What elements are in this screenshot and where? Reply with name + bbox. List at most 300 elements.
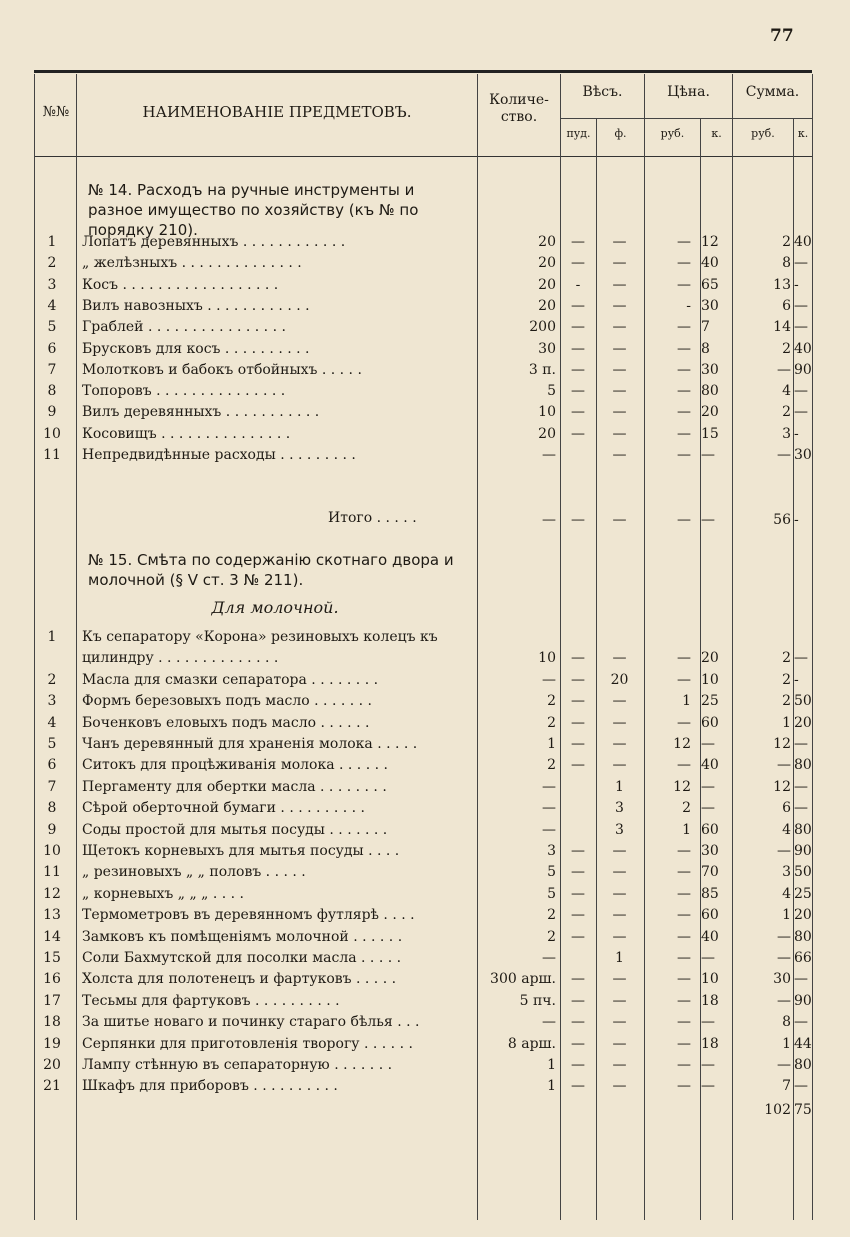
cell-kp: — bbox=[701, 800, 715, 817]
cell-rs: — bbox=[777, 757, 791, 774]
cell-rp: — bbox=[677, 714, 691, 731]
cell-p: — bbox=[571, 671, 585, 688]
header-weight-f: ф. bbox=[614, 127, 627, 140]
cell-kp: 40 bbox=[701, 928, 719, 945]
cell-q: 10 bbox=[538, 650, 556, 667]
cell-n: 3 bbox=[47, 276, 57, 293]
cell-ks: 20 bbox=[794, 907, 812, 924]
cell-kp: 30 bbox=[701, 297, 719, 314]
cell-name: „ корневыхъ „ „ „ . . . . bbox=[82, 885, 244, 902]
cell-f: — bbox=[612, 1014, 627, 1031]
cell-rp: — bbox=[677, 671, 691, 688]
cell-n: 5 bbox=[47, 319, 57, 336]
cell-rs: 4 bbox=[782, 821, 791, 838]
cell-q: — bbox=[542, 778, 556, 795]
table-row bbox=[34, 777, 812, 798]
cell-ks: 90 bbox=[794, 843, 812, 859]
total-f: — bbox=[612, 512, 627, 528]
table-row bbox=[34, 1055, 812, 1076]
cell-f: — bbox=[612, 404, 627, 421]
cell-n: 21 bbox=[43, 1078, 61, 1095]
cell-name: Топоровъ . . . . . . . . . . . . . . . bbox=[82, 383, 286, 400]
cell-rs: 12 bbox=[773, 736, 791, 752]
cell-q: 8 арш. bbox=[507, 1035, 556, 1052]
cell-kp: 80 bbox=[701, 383, 719, 400]
cell-name: Молотковъ и бабокъ отбойныхъ . . . . . bbox=[82, 361, 362, 378]
cell-kp: 60 bbox=[701, 714, 719, 731]
cell-rp: — bbox=[677, 361, 691, 378]
cell-rp: — bbox=[677, 425, 691, 442]
header-sum-rub: руб. bbox=[751, 127, 775, 140]
cell-p: — bbox=[571, 361, 585, 378]
cell-rp: — bbox=[677, 950, 691, 966]
section-14-title: № 14. Расходъ на ручные инструменты и разное имущество по хозяйству (къ № по порядку 210). bbox=[88, 181, 419, 239]
cell-rp: 2 bbox=[682, 800, 691, 817]
cell-rs: 8 bbox=[782, 1014, 791, 1031]
cell-p: — bbox=[571, 971, 585, 988]
cell-rs: 3 bbox=[782, 864, 791, 881]
cell-ks: 66 bbox=[794, 950, 812, 966]
cell-n: 8 bbox=[47, 800, 57, 817]
cell-p: — bbox=[571, 1057, 585, 1073]
cell-f: — bbox=[612, 1035, 627, 1052]
cell-name: Замковъ къ помѣщеніямъ молочной . . . . . . bbox=[82, 928, 403, 945]
cell-n: 3 bbox=[47, 693, 57, 710]
cell-f: — bbox=[612, 234, 627, 250]
cell-q: 300 арш. bbox=[490, 971, 556, 988]
table-row bbox=[34, 969, 812, 990]
cell-p: — bbox=[571, 297, 585, 314]
cell-n: 2 bbox=[47, 255, 57, 272]
cell-rs: 7 bbox=[782, 1078, 791, 1095]
table-row bbox=[34, 862, 812, 883]
cell-ks: — bbox=[794, 1014, 808, 1031]
cell-f: 3 bbox=[615, 800, 624, 817]
table-row bbox=[34, 275, 812, 296]
cell-ks: — bbox=[794, 319, 808, 336]
cell-q: 20 bbox=[538, 276, 556, 293]
cell-kp: 60 bbox=[701, 821, 719, 838]
cell-f: — bbox=[612, 885, 627, 902]
cell-rs: — bbox=[777, 843, 791, 859]
cell-ks: — bbox=[794, 383, 808, 400]
table-row bbox=[34, 339, 812, 360]
cell-q: 5 bbox=[547, 864, 556, 881]
cell-name: „ резиновыхъ „ „ половъ . . . . . bbox=[82, 864, 306, 881]
cell-kp: 40 bbox=[701, 255, 719, 272]
cell-n: 10 bbox=[43, 425, 61, 442]
cell-rp: — bbox=[677, 234, 691, 250]
cell-kp: 20 bbox=[701, 404, 719, 421]
cell-f: — bbox=[612, 255, 627, 272]
cell-f: — bbox=[612, 693, 627, 710]
cell-n: 4 bbox=[47, 297, 57, 314]
cell-kp: 25 bbox=[701, 693, 719, 710]
table-row bbox=[34, 402, 812, 423]
cell-p: — bbox=[571, 928, 585, 945]
cell-rp: — bbox=[677, 319, 691, 336]
cell-q: 2 bbox=[547, 907, 556, 924]
cell-rp: — bbox=[677, 757, 691, 774]
cell-kp: 30 bbox=[701, 843, 719, 859]
cell-ks: — bbox=[794, 800, 808, 817]
cell-f: — bbox=[612, 714, 627, 731]
cell-kp: — bbox=[701, 1014, 715, 1031]
table-row bbox=[34, 948, 812, 969]
cell-rp: — bbox=[677, 1057, 691, 1073]
cell-name: Лопатъ деревянныхъ . . . . . . . . . . . . bbox=[82, 234, 346, 250]
cell-q: 5 пч. bbox=[519, 992, 556, 1009]
cell-rp: — bbox=[677, 907, 691, 924]
cell-n: 11 bbox=[43, 864, 61, 881]
cell-ks: - bbox=[794, 425, 799, 442]
cell-n: 14 bbox=[43, 928, 61, 945]
cell-kp: 40 bbox=[701, 757, 719, 774]
cell-n: 15 bbox=[43, 950, 61, 966]
cell-rs: — bbox=[777, 1057, 791, 1073]
cell-ks: 80 bbox=[794, 757, 812, 774]
cell-f: — bbox=[612, 1078, 627, 1095]
cell-p: — bbox=[571, 714, 585, 731]
cell-kp: 15 bbox=[701, 425, 719, 442]
cell-f: — bbox=[612, 361, 627, 378]
table-row bbox=[34, 691, 812, 712]
cell-ks: 90 bbox=[794, 992, 812, 1009]
table-row bbox=[34, 841, 812, 862]
cell-name: Непредвидѣнные расходы . . . . . . . . . bbox=[82, 447, 356, 463]
cell-p: — bbox=[571, 907, 585, 924]
cell-kp: 10 bbox=[701, 671, 719, 688]
cell-name: Чанъ деревянный для храненія молока . . . . . bbox=[82, 736, 418, 752]
cell-rs: — bbox=[777, 361, 791, 378]
cell-f: 20 bbox=[610, 671, 629, 688]
table-row bbox=[34, 296, 812, 317]
cell-n: 13 bbox=[43, 907, 61, 924]
cell-rs: 8 bbox=[782, 255, 791, 272]
cell-rp: — bbox=[677, 255, 691, 272]
cell-name: цилиндру . . . . . . . . . . . . . . bbox=[82, 650, 279, 667]
cell-rs: 6 bbox=[782, 800, 791, 817]
cell-n: 9 bbox=[47, 821, 57, 838]
cell-f: 3 bbox=[615, 821, 624, 838]
table-row bbox=[34, 627, 812, 648]
cell-f: — bbox=[612, 340, 627, 357]
cell-rp: — bbox=[677, 928, 691, 945]
cell-q: 2 bbox=[547, 928, 556, 945]
cell-rs: 4 bbox=[782, 383, 791, 400]
cell-q: 3 bbox=[547, 843, 556, 859]
cell-rp: 1 bbox=[682, 821, 691, 838]
cell-name: Ситокъ для процѣживанія молока . . . . . . bbox=[82, 757, 388, 774]
cell-f: — bbox=[612, 425, 627, 442]
cell-p: — bbox=[571, 1035, 585, 1052]
cell-p: — bbox=[571, 234, 585, 250]
cell-f: — bbox=[612, 319, 627, 336]
cell-q: 10 bbox=[538, 404, 556, 421]
cell-p: — bbox=[571, 1014, 585, 1031]
cell-rp: 12 bbox=[673, 736, 691, 752]
cell-ks: 25 bbox=[794, 885, 812, 902]
cell-rp: 12 bbox=[673, 778, 691, 795]
cell-rs: 4 bbox=[782, 885, 791, 902]
cell-q: 20 bbox=[538, 234, 556, 250]
table-row bbox=[34, 317, 812, 338]
header-name: НАИМЕНОВАНІЕ ПРЕДМЕТОВЪ. bbox=[142, 103, 412, 121]
section-14-total-row bbox=[34, 510, 812, 531]
cell-n: 6 bbox=[47, 757, 57, 774]
header-price-k: к. bbox=[711, 127, 722, 140]
table-row bbox=[34, 360, 812, 381]
cell-kp: 8 bbox=[701, 340, 710, 357]
cell-n: 11 bbox=[43, 447, 61, 463]
cell-p: — bbox=[571, 650, 585, 667]
table-row bbox=[34, 1012, 812, 1033]
subheader-rule bbox=[560, 118, 812, 119]
cell-n: 8 bbox=[47, 383, 57, 400]
cell-n: 7 bbox=[47, 361, 57, 378]
cell-n: 18 bbox=[43, 1014, 61, 1031]
cell-ks: 50 bbox=[794, 864, 812, 881]
cell-p: — bbox=[571, 404, 585, 421]
cell-rs: 30 bbox=[773, 971, 791, 988]
cell-f: — bbox=[612, 992, 627, 1009]
cell-rp: - bbox=[686, 297, 691, 314]
cell-f: 1 bbox=[615, 778, 624, 795]
cell-kp: — bbox=[701, 950, 715, 966]
cell-name: Граблей . . . . . . . . . . . . . . . . bbox=[82, 319, 286, 336]
cell-name: Лампу стѣнную въ сепараторную . . . . . . . bbox=[82, 1057, 393, 1073]
cell-q: — bbox=[542, 1014, 556, 1031]
cell-kp: 70 bbox=[701, 864, 719, 881]
table-row bbox=[34, 884, 812, 905]
cell-ks: — bbox=[794, 404, 808, 421]
cell-p: — bbox=[571, 864, 585, 881]
total-qty: — bbox=[542, 512, 556, 528]
cell-rs: 2 bbox=[782, 650, 791, 667]
cell-n: 4 bbox=[47, 714, 57, 731]
cell-q: 3 п. bbox=[528, 361, 556, 378]
cell-rs: 1 bbox=[782, 714, 791, 731]
cell-p: — bbox=[571, 843, 585, 859]
cell-f: — bbox=[612, 864, 627, 881]
cell-name: Вилъ навозныхъ . . . . . . . . . . . . bbox=[82, 297, 310, 314]
header-sum-k: к. bbox=[797, 127, 809, 140]
cell-name: Щетокъ корневыхъ для мытья посуды . . . . bbox=[82, 843, 400, 859]
table-row bbox=[34, 253, 812, 274]
table-row bbox=[34, 232, 812, 253]
header-weight: Вѣсъ. bbox=[582, 84, 623, 100]
cell-q: 2 bbox=[547, 714, 556, 731]
table-row bbox=[34, 755, 812, 776]
cell-p: — bbox=[571, 383, 585, 400]
cell-ks: 80 bbox=[794, 821, 812, 838]
cell-q: 20 bbox=[538, 425, 556, 442]
cell-n: 9 bbox=[47, 404, 57, 421]
cell-q: 5 bbox=[547, 383, 556, 400]
cell-q: 20 bbox=[538, 297, 556, 314]
cell-q: — bbox=[542, 671, 556, 688]
cell-name: Вилъ деревянныхъ . . . . . . . . . . . bbox=[82, 404, 320, 421]
cell-rp: — bbox=[677, 650, 691, 667]
cell-rp: — bbox=[677, 843, 691, 859]
table-row bbox=[34, 381, 812, 402]
table-row bbox=[34, 734, 812, 755]
cell-name: „ желѣзныхъ . . . . . . . . . . . . . . bbox=[82, 255, 302, 272]
header-price: Цѣна. bbox=[667, 84, 710, 100]
cell-ks: — bbox=[794, 971, 808, 988]
cell-rp: — bbox=[677, 340, 691, 357]
cell-n: 1 bbox=[47, 629, 57, 645]
total-price-k: — bbox=[701, 512, 715, 528]
table-row bbox=[34, 820, 812, 841]
cell-ks: 50 bbox=[794, 693, 812, 710]
table-header-rule bbox=[34, 156, 812, 157]
cell-name: Тесьмы для фартуковъ . . . . . . . . . . bbox=[82, 992, 340, 1009]
cell-q: 20 bbox=[538, 255, 556, 272]
cell-n: 20 bbox=[43, 1057, 61, 1073]
cell-kp: — bbox=[701, 736, 715, 752]
cell-ks: — bbox=[794, 255, 808, 272]
cell-f: — bbox=[612, 928, 627, 945]
cell-kp: 20 bbox=[701, 650, 719, 667]
total-sum-rub: 56 bbox=[773, 512, 791, 528]
cell-n: 17 bbox=[43, 992, 61, 1009]
cell-q: 5 bbox=[547, 885, 556, 902]
cell-name: Серпянки для приготовленія творогу . . . . . . bbox=[82, 1035, 413, 1052]
table-top-rule bbox=[34, 70, 812, 73]
cell-kp: 10 bbox=[701, 971, 719, 988]
cell-name: За шитье новаго и починку стараго бѣлья . . . bbox=[82, 1014, 420, 1031]
header-num: №№ bbox=[42, 104, 70, 120]
cell-rp: — bbox=[677, 1035, 691, 1052]
cell-ks: — bbox=[794, 1078, 808, 1095]
header-price-rub: руб. bbox=[660, 127, 685, 140]
cell-rp: — bbox=[677, 1014, 691, 1031]
header-weight-pud: пуд. bbox=[566, 127, 591, 140]
cell-rs: 2 bbox=[782, 404, 791, 421]
table-row bbox=[34, 927, 812, 948]
cell-p: — bbox=[571, 693, 585, 710]
cell-ks: — bbox=[794, 297, 808, 314]
cell-name: Брусковъ для косъ . . . . . . . . . . bbox=[82, 340, 310, 357]
cell-kp: — bbox=[701, 1078, 715, 1095]
cell-kp: 18 bbox=[701, 992, 719, 1009]
cell-kp: 60 bbox=[701, 907, 719, 924]
cell-name: Шкафъ для приборовъ . . . . . . . . . . bbox=[82, 1078, 338, 1095]
cell-rp: — bbox=[677, 971, 691, 988]
cell-ks: — bbox=[794, 650, 808, 667]
cell-kp: 7 bbox=[701, 319, 710, 336]
table-row bbox=[34, 1034, 812, 1055]
cell-rs: 2 bbox=[782, 234, 791, 250]
cell-kp: 18 bbox=[701, 1035, 719, 1052]
table-row bbox=[34, 1076, 812, 1097]
cell-q: 2 bbox=[547, 693, 556, 710]
cell-p: — bbox=[571, 1078, 585, 1095]
cell-name: Косъ . . . . . . . . . . . . . . . . . . bbox=[82, 276, 279, 293]
cell-n: 7 bbox=[47, 778, 57, 795]
cell-rs: 1 bbox=[782, 907, 791, 924]
cell-q: 2 bbox=[547, 757, 556, 774]
section-15-subtitle: Для молочной. bbox=[211, 598, 339, 617]
cell-kp: 30 bbox=[701, 361, 719, 378]
cell-n: 10 bbox=[43, 843, 61, 859]
cell-ks: 40 bbox=[794, 340, 812, 357]
cell-kp: — bbox=[701, 778, 715, 795]
cell-name: Термометровъ въ деревянномъ футлярѣ . . . . bbox=[82, 907, 415, 924]
cell-p: — bbox=[571, 736, 585, 752]
cell-f: — bbox=[612, 650, 627, 667]
cell-rp: — bbox=[677, 885, 691, 902]
cell-rs: 2 bbox=[782, 340, 791, 357]
table-row bbox=[34, 670, 812, 691]
cell-p: — bbox=[571, 992, 585, 1009]
cell-kp: — bbox=[701, 1057, 715, 1073]
cell-rs: 3 bbox=[782, 425, 791, 442]
cell-n: 19 bbox=[43, 1035, 61, 1052]
cell-p: — bbox=[571, 340, 585, 357]
cell-ks: 30 bbox=[794, 447, 812, 463]
cell-f: — bbox=[612, 971, 627, 988]
cell-n: 2 bbox=[47, 671, 57, 688]
cell-ks: 90 bbox=[794, 361, 812, 378]
cell-rp: — bbox=[677, 404, 691, 421]
cell-name: Формъ березовыхъ подъ масло . . . . . . . bbox=[82, 693, 373, 710]
cell-name: Сѣрой оберточной бумаги . . . . . . . . . . bbox=[82, 800, 365, 817]
cell-name: Соли Бахмутской для посолки масла . . . . . bbox=[82, 950, 402, 966]
cell-q: — bbox=[542, 800, 556, 817]
cell-p: - bbox=[575, 276, 581, 293]
cell-ks: — bbox=[794, 736, 808, 752]
cell-f: — bbox=[612, 276, 627, 293]
header-sum: Сумма. bbox=[745, 84, 800, 100]
cell-n: 1 bbox=[47, 234, 57, 250]
cell-ks: — bbox=[794, 778, 808, 795]
section-14-total-label: Итого . . . . . bbox=[328, 510, 417, 526]
section-15-total-row bbox=[34, 1100, 812, 1121]
cell-ks: 20 bbox=[794, 714, 812, 731]
cell-p: — bbox=[571, 885, 585, 902]
cell-q: 30 bbox=[538, 340, 556, 357]
cell-n: 5 bbox=[47, 736, 57, 752]
cell-rs: 13 bbox=[773, 276, 791, 293]
cell-kp: 85 bbox=[701, 885, 719, 902]
cell-rs: — bbox=[777, 928, 791, 945]
total-price-rub: — bbox=[677, 512, 691, 528]
cell-kp: — bbox=[701, 447, 715, 463]
cell-n: 12 bbox=[43, 885, 61, 902]
total-sum-k: 75 bbox=[794, 1102, 812, 1118]
cell-q: 1 bbox=[547, 736, 556, 752]
cell-ks: - bbox=[794, 671, 799, 688]
cell-f: — bbox=[612, 447, 627, 463]
table-row bbox=[34, 991, 812, 1012]
cell-f: — bbox=[612, 1057, 627, 1073]
cell-q: 1 bbox=[547, 1078, 556, 1095]
cell-name: Холста для полотенецъ и фартуковъ . . . . . bbox=[82, 971, 397, 988]
cell-rs: — bbox=[777, 950, 791, 966]
cell-rp: — bbox=[677, 992, 691, 1009]
cell-n: 16 bbox=[43, 971, 61, 988]
table-row bbox=[34, 905, 812, 926]
cell-ks: 80 bbox=[794, 1057, 812, 1073]
cell-name: Соды простой для мытья посуды . . . . . . . bbox=[82, 821, 388, 838]
cell-ks: 44 bbox=[794, 1035, 812, 1052]
cell-q: — bbox=[542, 950, 556, 966]
cell-name: Боченковъ еловыхъ подъ масло . . . . . . bbox=[82, 714, 370, 731]
cell-rs: 1 bbox=[782, 1035, 791, 1052]
cell-p: — bbox=[571, 319, 585, 336]
